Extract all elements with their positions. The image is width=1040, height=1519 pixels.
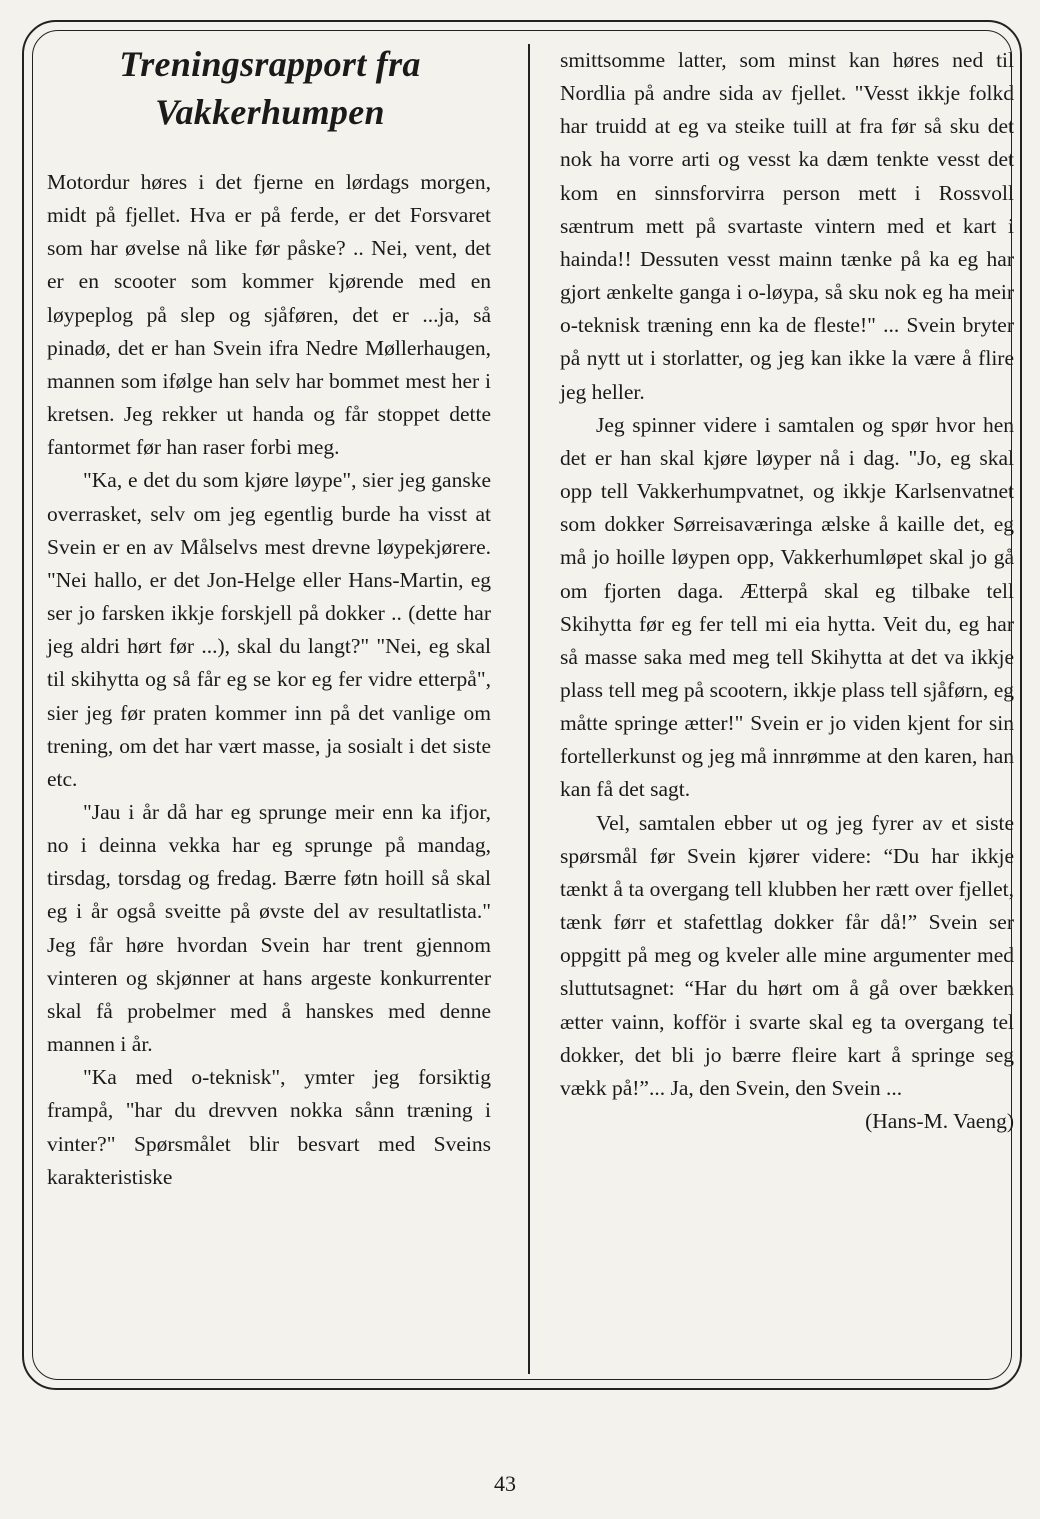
left-column — [47, 166, 491, 1194]
paragraph: Jeg spinner videre i samtalen og spør hvor hen det er han skal kjøre løyper nå i dag. "Jo, eg skal opp tell Vakkerhumpvatnet, og ikkje Karlsenvatnet som dokker Sørreisaværinga ælske å kaille det, eg må jo hoille løypen opp, Vakkerhumløpet skal jo gå om fjorten daga. Ætterpå skal eg tilbake tell Skihytta før eg fer tell mi eia hytta. Veit du, eg har så masse saka med meg tell Skihytta at det va ikkje plass tell meg på scootern, ikkje plass tell sjåførn, eg måtte springe ætter!" Svein er jo viden kjent for sin fortellerkunst og jeg må innrømme at den karen, han kan få det sagt. — [560, 412, 1014, 802]
paragraph: "Ka, e det du som kjøre løype", sier jeg ganske overrasket, selv om jeg egentlig burde ha visst at Svein er en av Målselvs mest drevne løypekjørere. "Nei hallo, er det Jon-Helge eller Hans-Martin, eg ser jo farsken ikkje forskjell på dokker .. (dette har jeg aldri hørt før ...), skal du langt?" "Nei, eg skal til skihytta og så får eg se kor eg fer vidre etterpå", sier jeg før praten kommer inn på det vanlige om trening, om det har vært masse, ja sosialt i det siste etc. — [47, 468, 491, 791]
paragraph: "Ka med o-teknisk", ymter jeg forsiktig frampå, "har du drevven nokka sånn træning i vinter?" Spørsmålet blir besvart med Sveins karakteristiske — [47, 1065, 491, 1189]
paragraph: "Jau i år då har eg sprunge meir enn ka ifjor, no i deinna vekka har eg sprunge på mandag, tirsdag, torsdag og fredag. Bærre føtn hoill så skal eg i år også sveitte på øvste del av resultatlista." Jeg får høre hvordan Svein har trent gjennom vinteren og skjønner at hans argeste konkurrenter skal få probelmer med å hanskes med denne mannen i år. — [47, 799, 491, 1057]
right-column — [560, 44, 1014, 1138]
article-title — [60, 40, 480, 136]
title-line-2: Vakkerhumpen — [155, 92, 385, 132]
title-line-1: Treningsrapport fra — [119, 44, 421, 84]
paragraph: Vel, samtalen ebber ut og jeg fyrer av et siste spørsmål før Svein kjører videre: “Du har ikkje tænkt å ta overgang tell klubben her rætt over fjellet, tænk førr et stafettlag dokker får då!” Svein ser oppgitt på meg og kveler alle mine argumenter med sluttutsagnet: “Har du hørt om å gå over bækken ætter vainn, kofför i svarte skal eg ta overgang tel dokker, det bli jo bærre fleire kart å springe seg vækk på!”... Ja, den Svein, den Svein ... — [560, 810, 1014, 1100]
page-number: 43 — [494, 1471, 516, 1496]
column-divider — [528, 44, 530, 1374]
author-signature: (Hans-M. Vaeng) — [865, 1109, 1014, 1133]
paragraph: Motordur høres i det fjerne en lørdags morgen, midt på fjellet. Hva er på ferde, er det Forsvaret som har øvelse nå like før påske? .. Nei, vent, det er en scooter som kommer kjørende med en løypeplog på slep og sjåføren, det er ...ja, så pinadø, det er han Svein ifra Nedre Møllerhaugen, mannen som ifølge han selv har bommet mest her i kretsen. Jeg rekker ut handa og får stoppet dette fantormet før han raser forbi meg. — [47, 170, 491, 460]
paragraph: smittsomme latter, som minst kan høres ned til Nordlia på andre sida av fjellet. "Vesst ikkje folkd har truidd at eg va steike tuill at fra før så sku det nok ha vorre arti og vesst ka dæm tenkte vesst det kom en sinnsforvirra person mett i Rossvoll sæntrum mett på svartaste vintern med et kart i hainda!! Dessuten vesst mainn tænke på ka eg har gjort ænkelte ganga i o-løypa, så sku nok eg ha meir o-teknisk træning enn ka de fleste!" ... Svein bryter på nytt ut i storlatter, og jeg kan ikke la være å flire jeg heller. — [560, 48, 1014, 404]
